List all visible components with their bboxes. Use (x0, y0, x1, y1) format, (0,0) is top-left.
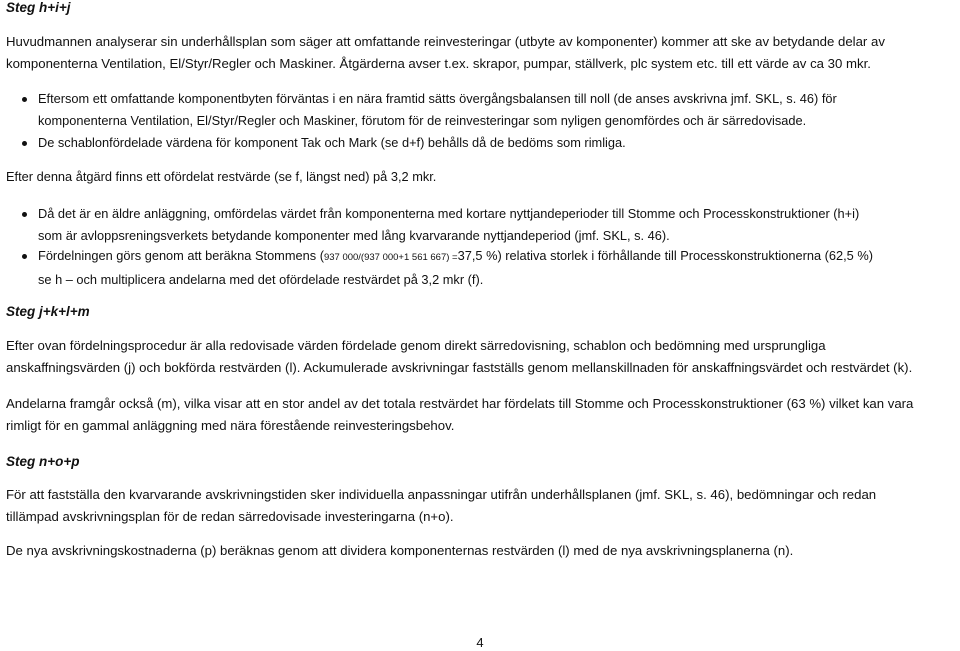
heading-steg-hij: Steg h+i+j (6, 0, 71, 15)
text-line: Eftersom ett omfattande komponentbyten förväntas i en nära framtid sätts övergångsbalansen till noll (de anses avskrivna jmf. SKL, s. 46) för (38, 91, 837, 106)
bullet-icon (22, 97, 27, 102)
bullet-item-1 (38, 88, 956, 131)
text-line: komponenterna Ventilation, El/Styr/Regler och Maskiner. Åtgärderna avser t.ex. skrapor, pumpar, ställverk, plc system etc. till ett värde av ca 30 mkr. (6, 55, 871, 71)
text-line: Då det är en äldre anläggning, omfördelas värdet från komponenterna med kortare nyttjandeperioder till Stomme och Processkonstruktioner (h+i) (38, 206, 860, 221)
bullet-item-4 (38, 245, 956, 290)
bullet-icon (22, 141, 27, 146)
text-line: För att fastställa den kvarvarande avskrivningstiden sker individuella anpassningar utifrån underhållsplanen (jmf. SKL, s. 46), bedömningar och redan (6, 487, 877, 502)
text-span: Fördelningen görs genom att beräkna Stommens ( (38, 248, 324, 263)
formula-text: 937 000/(937 000+1 561 667) = (323, 252, 458, 263)
paragraph-hij-intro (6, 31, 956, 74)
text-line: se h – och multiplicera andelarna med det ofördelade restvärdet på 3,2 mkr (f). (38, 271, 484, 287)
text-line: Huvudmannen analyserar sin underhållsplan som säger att omfattande reinvesteringar (utbyte av komponenter) kommer att ske av betydande delar av (6, 34, 885, 49)
text-line: komponenterna Ventilation, El/Styr/Regler och Maskiner, förutom för de reinvesteringar som nyligen genomfördes och är särredovisade. (38, 112, 807, 128)
text-span: 37,5 %) relativa storlek i förhållande till Processkonstruktionerna (62,5 %) (457, 248, 873, 263)
text-line: tillämpad avskrivningsplan för de redan särredovisade investeringarna (n+o). (6, 508, 454, 524)
paragraph-jklm-1 (6, 335, 956, 378)
text-line: anskaffningsvärden (j) och bokförda restvärden (l). Ackumulerade avskrivningar fastställs genom mellanskillnaden för anskaffningsvärdet och restvärdet (k). (6, 359, 913, 375)
text-line: De schablonfördelade värdena för komponent Tak och Mark (se d+f) behålls då de bedöms som rimliga. (38, 135, 626, 150)
page-number: 4 (476, 635, 484, 650)
text-line: Andelarna framgår också (m), vilka visar att en stor andel av det totala restvärdet har fördelats till Stomme och Processkonstruktioner (63 %) vilket kan vara (6, 396, 914, 411)
bullet-item-3 (38, 203, 956, 246)
bullet-icon (22, 212, 27, 217)
bullet-item-2 (38, 132, 956, 154)
text-line: som är avloppsreningsverkets betydande komponenter med lång kvarvarande nyttjandeperiod (jmf. SKL, s. 46). (38, 227, 670, 243)
paragraph-nop-1 (6, 484, 956, 527)
bullet-icon (22, 254, 27, 259)
text-line (38, 245, 956, 269)
heading-steg-jklm: Steg j+k+l+m (6, 304, 90, 319)
paragraph-jklm-2 (6, 393, 956, 436)
heading-steg-nop: Steg n+o+p (6, 454, 80, 469)
text-line: rimligt för en gammal anläggning med nära förestående reinvesteringsbehov. (6, 417, 455, 433)
paragraph-nop-2: De nya avskrivningskostnaderna (p) beräknas genom att dividera komponenternas restvärden (l) med de nya avskrivningsplanerna (n). (6, 543, 794, 558)
text-line: Efter ovan fördelningsprocedur är alla redovisade värden fördelade genom direkt särredovisning, schablon och bedömning med ursprungliga (6, 338, 826, 353)
paragraph-restvarde: Efter denna åtgärd finns ett ofördelat restvärde (se f, längst ned) på 3,2 mkr. (6, 169, 437, 184)
